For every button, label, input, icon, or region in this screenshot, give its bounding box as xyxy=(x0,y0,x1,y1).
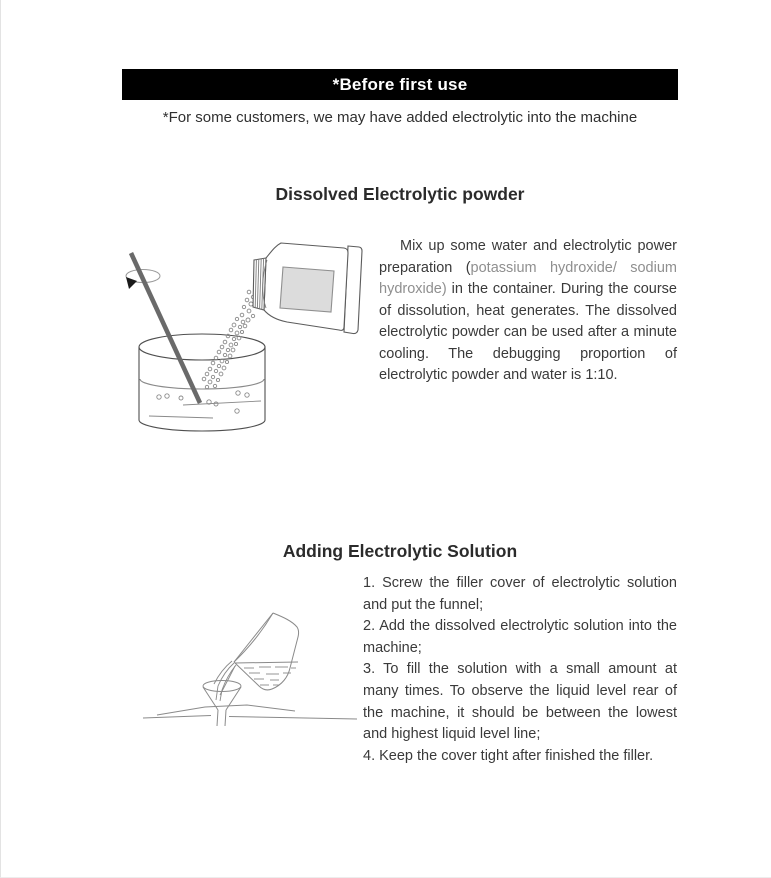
bubbles xyxy=(149,391,261,418)
stir-rod xyxy=(131,253,200,403)
step-2: 2. Add the dissolved electrolytic solution into the machine; xyxy=(363,618,677,656)
powder-bottle-icon xyxy=(253,243,362,334)
step-1: 1. Screw the filler cover of electrolytic solution and put the funnel; xyxy=(363,575,677,613)
section-banner xyxy=(122,69,678,100)
beaker-icon xyxy=(139,334,265,431)
funnel-pouring-illustration xyxy=(141,588,361,753)
para-text-end: in the container. During the course of dissolution, heat generates. The dissolved electrolytic powder can be used after a minute cooling. The debugging proportion of electrolytic powder and water is 1:10. xyxy=(379,281,677,383)
para-text: Mix up some water and electrolytic power preparation ( xyxy=(379,238,677,276)
powder-stream xyxy=(202,290,255,389)
page-subtitle: *For some customers, we may have added electrolytic into the machine xyxy=(162,109,638,126)
machine-surface xyxy=(143,705,357,719)
para-chemical-names: potassium hydroxide/ sodium hydroxide) xyxy=(379,259,677,297)
adding-steps-list xyxy=(363,573,677,767)
banner-title: *Before first use xyxy=(332,74,468,94)
bottle-label xyxy=(280,267,334,312)
step-4: 4. Keep the cover tight after finished the filler. xyxy=(363,747,654,764)
heading-adding-solution: Adding Electrolytic Solution xyxy=(282,541,518,561)
step-3: 3. To fill the solution with a small amount at many times. To observe the liquid level rear of the machine, it should be between the lowest and highest liquid level line; xyxy=(363,661,677,743)
heading-dissolved-powder: Dissolved Electrolytic powder xyxy=(275,184,525,204)
funnel-icon xyxy=(203,681,241,727)
pouring-cup-icon xyxy=(234,613,299,690)
powder-mixing-illustration xyxy=(101,230,386,442)
liquid-dashes xyxy=(244,667,296,685)
dissolve-paragraph xyxy=(379,236,677,387)
